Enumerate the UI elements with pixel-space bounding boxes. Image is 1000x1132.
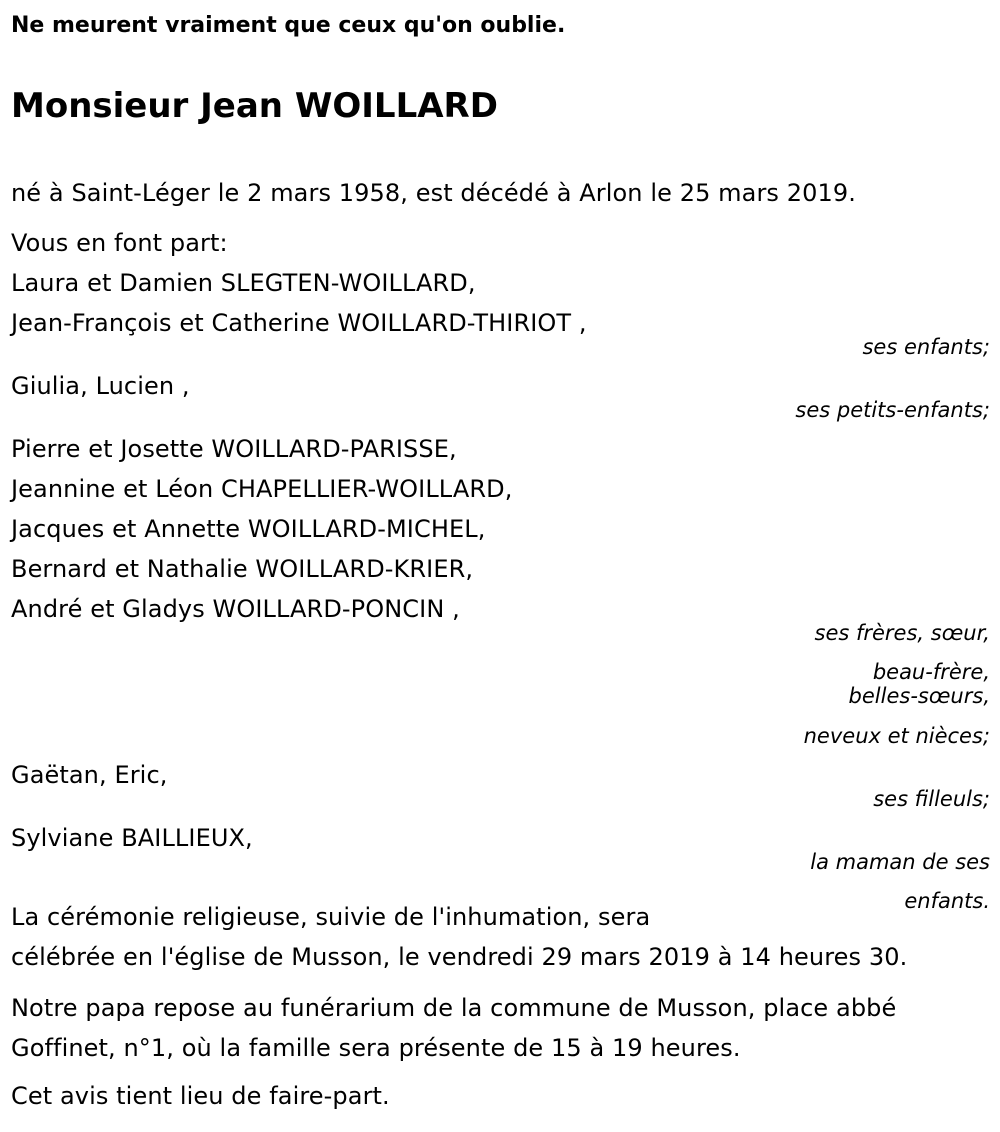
sibling-entry: Jeannine et Léon CHAPELLIER-WOILLARD, (11, 475, 513, 503)
funerarium-text: Goffinet, n°1, où la famille sera présente de 15 à 19 heures. (11, 1034, 741, 1062)
sibling-entry: Bernard et Nathalie WOILLARD-KRIER, (11, 555, 474, 583)
sibling-entry: André et Gladys WOILLARD-PONCIN , (11, 595, 460, 623)
child-entry: Jean-François et Catherine WOILLARD-THIRIOT , (11, 309, 587, 337)
child-entry: Laura et Damien SLEGTEN-WOILLARD, (11, 269, 476, 297)
mother-entry: Sylviane BAILLIEUX, (11, 824, 253, 852)
announce-intro: Vous en font part: (11, 229, 228, 257)
epigraph: Ne meurent vraiment que ceux qu'on oublie. (11, 13, 566, 38)
godchildren-role: ses filleuls; (873, 787, 990, 811)
ceremony-text: célébrée en l'église de Musson, le vendredi 29 mars 2019 à 14 heures 30. (11, 943, 908, 971)
closing-text: Cet avis tient lieu de faire-part. (11, 1082, 390, 1110)
siblings-role: ses frères, sœur, (814, 621, 990, 645)
mother-role: la maman de ses (810, 850, 990, 874)
ceremony-text: La cérémonie religieuse, suivie de l'inhumation, sera (11, 903, 651, 931)
sibling-entry: Pierre et Josette WOILLARD-PARISSE, (11, 435, 457, 463)
mother-role: enfants. (904, 889, 990, 913)
birth-death-line: né à Saint-Léger le 2 mars 1958, est décédé à Arlon le 25 mars 2019. (11, 179, 856, 207)
funerarium-text: Notre papa repose au funérarium de la commune de Musson, place abbé (11, 994, 897, 1022)
children-role: ses enfants; (862, 335, 990, 359)
siblings-role: beau-frère, (872, 660, 990, 684)
grandchildren-entry: Giulia, Lucien , (11, 372, 190, 400)
siblings-role: neveux et nièces; (803, 724, 990, 748)
sibling-entry: Jacques et Annette WOILLARD-MICHEL, (11, 515, 486, 543)
siblings-role: belles-sœurs, (848, 684, 990, 708)
deceased-name: Monsieur Jean WOILLARD (11, 86, 498, 126)
godchildren-entry: Gaëtan, Eric, (11, 761, 168, 789)
grandchildren-role: ses petits-enfants; (795, 398, 990, 422)
